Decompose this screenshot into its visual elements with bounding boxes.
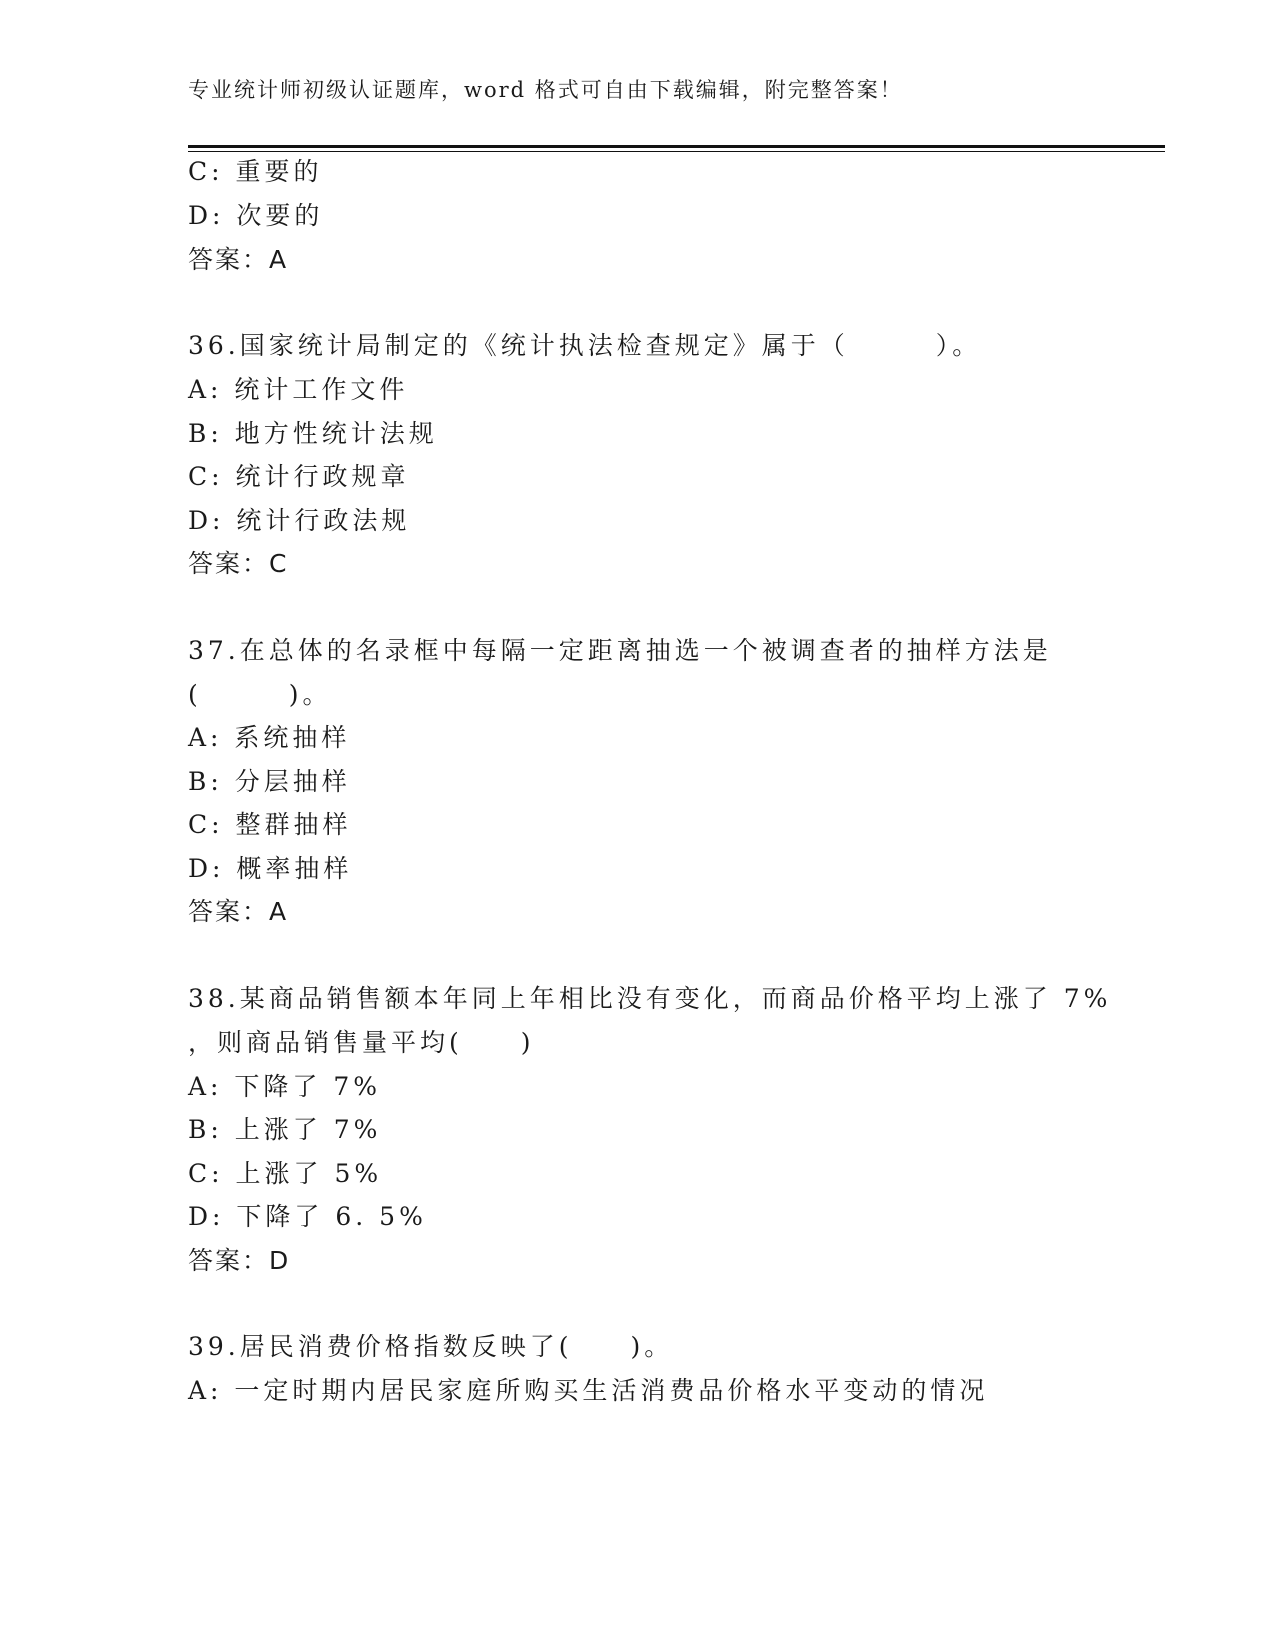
page-header: 专业统计师初级认证题库，word 格式可自由下载编辑，附完整答案！ (188, 78, 903, 102)
option-b: B: 地方性统计法规 (188, 419, 438, 448)
question-36-text: 36.国家统计局制定的《统计执法检查规定》属于（ ）。 (188, 331, 982, 360)
answer: 答案：A (188, 245, 289, 274)
option-d: D: 概率抽样 (188, 854, 353, 883)
option-c: C: 统计行政规章 (188, 462, 410, 491)
question-38-text-cont: ，则商品销售量平均( ) (188, 1028, 535, 1057)
option-b: B: 分层抽样 (188, 767, 351, 796)
option-c: C: 整群抽样 (188, 810, 352, 839)
option-a: A: 系统抽样 (188, 723, 351, 752)
question-37-text-cont: ( )。 (188, 680, 332, 709)
option-b: B: 上涨了 7% (188, 1115, 382, 1144)
option-c: C: 重要的 (188, 157, 323, 186)
question-38-text: 38.某商品销售额本年同上年相比没有变化，而商品价格平均上涨了 7% (188, 984, 1112, 1013)
header-rule-thick (188, 145, 1165, 148)
question-39-text: 39.居民消费价格指数反映了( )。 (188, 1332, 674, 1361)
option-d: D: 次要的 (188, 201, 324, 230)
option-a: A: 一定时期内居民家庭所购买生活消费品价格水平变动的情况 (188, 1376, 989, 1405)
option-c: C: 上涨了 5% (188, 1159, 383, 1188)
header-rule-thin (188, 151, 1165, 152)
option-d: D: 下降了 6. 5% (188, 1202, 427, 1231)
answer: 答案：D (188, 1246, 291, 1275)
answer: 答案：A (188, 897, 289, 926)
option-a: A: 下降了 7% (188, 1072, 382, 1101)
question-37-text: 37.在总体的名录框中每隔一定距离抽选一个被调查者的抽样方法是 (188, 636, 1052, 665)
answer: 答案：C (188, 549, 289, 578)
option-d: D: 统计行政法规 (188, 506, 411, 535)
option-a: A: 统计工作文件 (188, 375, 409, 404)
